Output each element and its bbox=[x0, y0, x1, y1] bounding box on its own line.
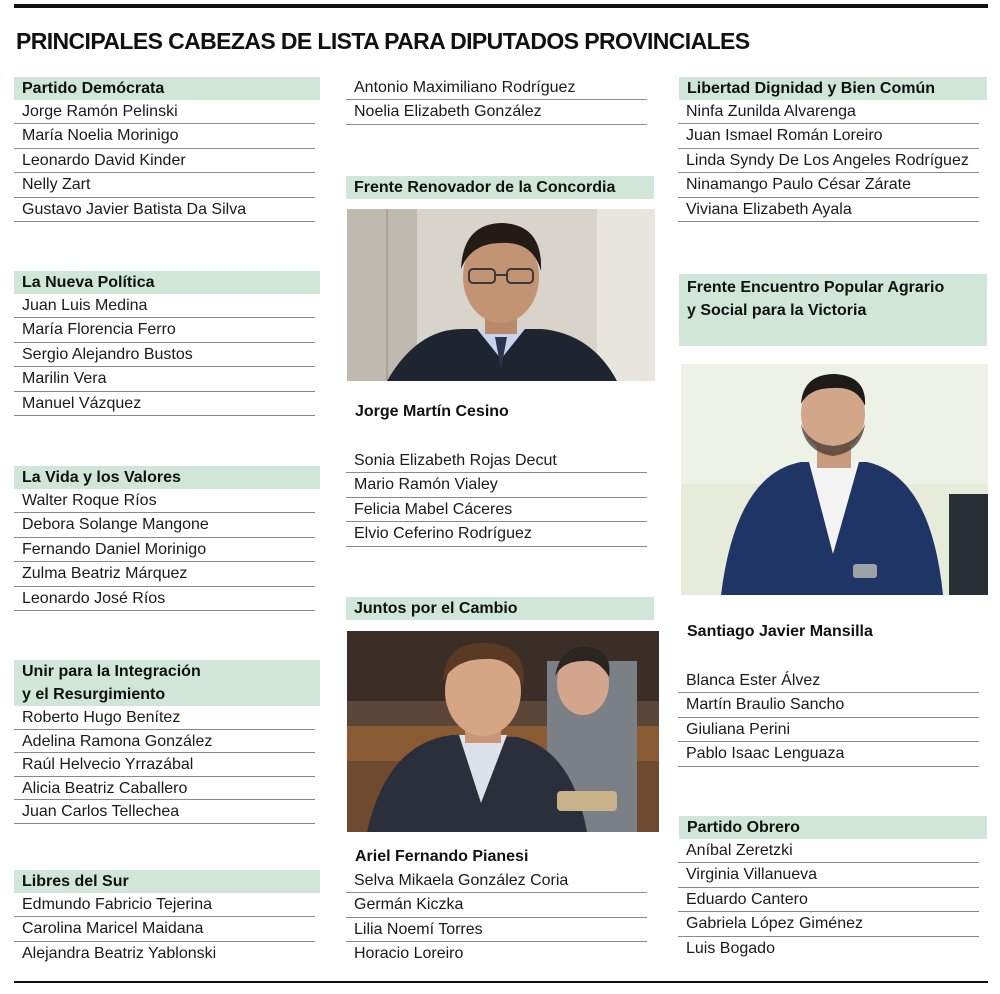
party-header-libres-sur: Libres del Sur bbox=[14, 870, 320, 893]
list-item: Juan Carlos Tellechea bbox=[14, 800, 315, 824]
list-item: Giuliana Perini bbox=[678, 718, 979, 742]
candidate-list-libres-sur-continued bbox=[346, 76, 647, 125]
list-item: Eduardo Cantero bbox=[678, 888, 979, 912]
list-item: María Noelia Morinigo bbox=[14, 124, 315, 148]
list-item: Lilia Noemí Torres bbox=[346, 918, 647, 942]
list-item: Martín Braulio Sancho bbox=[678, 693, 979, 717]
list-item: Edmundo Fabricio Tejerina bbox=[14, 893, 315, 917]
list-item: Selva Mikaela González Coria bbox=[346, 869, 647, 893]
list-item: Virginia Villanueva bbox=[678, 863, 979, 887]
candidate-photo-pianesi bbox=[347, 631, 659, 832]
party-header-line: y el Resurgimiento bbox=[22, 686, 166, 703]
list-item: Debora Solange Mangone bbox=[14, 513, 315, 537]
party-header-line: Frente Encuentro Popular Agrario bbox=[687, 279, 945, 296]
list-item: Raúl Helvecio Yrrazábal bbox=[14, 753, 315, 777]
list-item: Leonardo David Kinder bbox=[14, 149, 315, 173]
party-header-partido-obrero: Partido Obrero bbox=[679, 816, 987, 839]
list-item: Alejandra Beatriz Yablonski bbox=[22, 944, 217, 962]
list-item: Manuel Vázquez bbox=[14, 392, 315, 416]
candidate-list-juntos-cambio bbox=[346, 869, 647, 967]
candidate-photo-cesino bbox=[347, 209, 655, 381]
list-item: Zulma Beatriz Márquez bbox=[14, 562, 315, 586]
list-item: María Florencia Ferro bbox=[14, 318, 315, 342]
list-item: Sonia Elizabeth Rojas Decut bbox=[346, 449, 647, 473]
candidate-list-unir bbox=[14, 706, 315, 824]
list-item: Mario Ramón Vialey bbox=[346, 473, 647, 497]
candidate-list-frente-encuentro bbox=[678, 669, 979, 767]
list-item: Horacio Loreiro bbox=[354, 945, 464, 963]
list-item: Felicia Mabel Cáceres bbox=[346, 498, 647, 522]
list-item: Adelina Ramona González bbox=[14, 730, 315, 754]
party-header-nueva-politica: La Nueva Política bbox=[14, 271, 320, 294]
list-item: Marilin Vera bbox=[14, 367, 315, 391]
list-item: Roberto Hugo Benítez bbox=[14, 706, 315, 730]
list-item: Noelia Elizabeth González bbox=[346, 100, 647, 124]
candidate-list-libertad-dignidad bbox=[678, 100, 979, 222]
candidate-head-name: Jorge Martín Cesino bbox=[355, 403, 509, 420]
party-header-line: Unir para la Integración bbox=[22, 663, 201, 680]
list-item: Elvio Ceferino Rodríguez bbox=[346, 522, 647, 546]
list-item: Linda Syndy De Los Angeles Rodríguez bbox=[678, 149, 979, 173]
party-header-partido-democrata: Partido Demócrata bbox=[14, 77, 320, 100]
candidate-photo-mansilla bbox=[681, 364, 988, 595]
list-item: Germán Kiczka bbox=[346, 893, 647, 917]
candidate-list-libres-sur bbox=[14, 893, 315, 966]
list-item: Luis Bogado bbox=[686, 939, 775, 957]
candidate-head-name: Ariel Fernando Pianesi bbox=[355, 848, 529, 865]
list-item: Juan Luis Medina bbox=[14, 294, 315, 318]
list-item: Sergio Alejandro Bustos bbox=[14, 343, 315, 367]
candidate-list-frente-renovador bbox=[346, 449, 647, 547]
list-item: Ninamango Paulo César Zárate bbox=[678, 173, 979, 197]
list-item: Ninfa Zunilda Alvarenga bbox=[678, 100, 979, 124]
list-item: Jorge Ramón Pelinski bbox=[14, 100, 315, 124]
list-item: Walter Roque Ríos bbox=[14, 489, 315, 513]
list-item: Fernando Daniel Morinigo bbox=[14, 538, 315, 562]
party-header-frente-encuentro bbox=[679, 274, 987, 346]
candidate-list-partido-democrata bbox=[14, 100, 315, 222]
list-item: Viviana Elizabeth Ayala bbox=[678, 198, 979, 222]
bottom-rule bbox=[14, 981, 988, 983]
list-item: Leonardo José Ríos bbox=[14, 587, 315, 611]
list-item: Antonio Maximiliano Rodríguez bbox=[346, 76, 647, 100]
list-item: Nelly Zart bbox=[14, 173, 315, 197]
page-title: PRINCIPALES CABEZAS DE LISTA PARA DIPUTADOS PROVINCIALES bbox=[16, 28, 750, 54]
list-item: Aníbal Zeretzki bbox=[678, 839, 979, 863]
candidate-head-name: Santiago Javier Mansilla bbox=[687, 623, 873, 640]
candidate-list-nueva-politica bbox=[14, 294, 315, 416]
party-header-juntos-cambio: Juntos por el Cambio bbox=[346, 597, 654, 620]
list-item: Alicia Beatriz Caballero bbox=[14, 777, 315, 801]
party-header-libertad-dignidad: Libertad Dignidad y Bien Común bbox=[679, 77, 987, 100]
list-item: Blanca Ester Álvez bbox=[678, 669, 979, 693]
list-item: Gabriela López Giménez bbox=[678, 912, 979, 936]
party-header-unir bbox=[14, 660, 320, 706]
candidate-list-vida-valores bbox=[14, 489, 315, 611]
list-item: Gustavo Javier Batista Da Silva bbox=[14, 198, 315, 222]
list-item: Juan Ismael Román Loreiro bbox=[678, 124, 979, 148]
candidate-list-partido-obrero bbox=[678, 839, 979, 961]
party-header-line: y Social para la Victoria bbox=[687, 302, 867, 319]
list-item: Carolina Maricel Maidana bbox=[14, 917, 315, 941]
list-item: Pablo Isaac Lenguaza bbox=[678, 742, 979, 766]
party-header-frente-renovador: Frente Renovador de la Concordia bbox=[346, 176, 654, 199]
party-header-vida-valores: La Vida y los Valores bbox=[14, 466, 320, 489]
top-rule bbox=[14, 4, 988, 8]
